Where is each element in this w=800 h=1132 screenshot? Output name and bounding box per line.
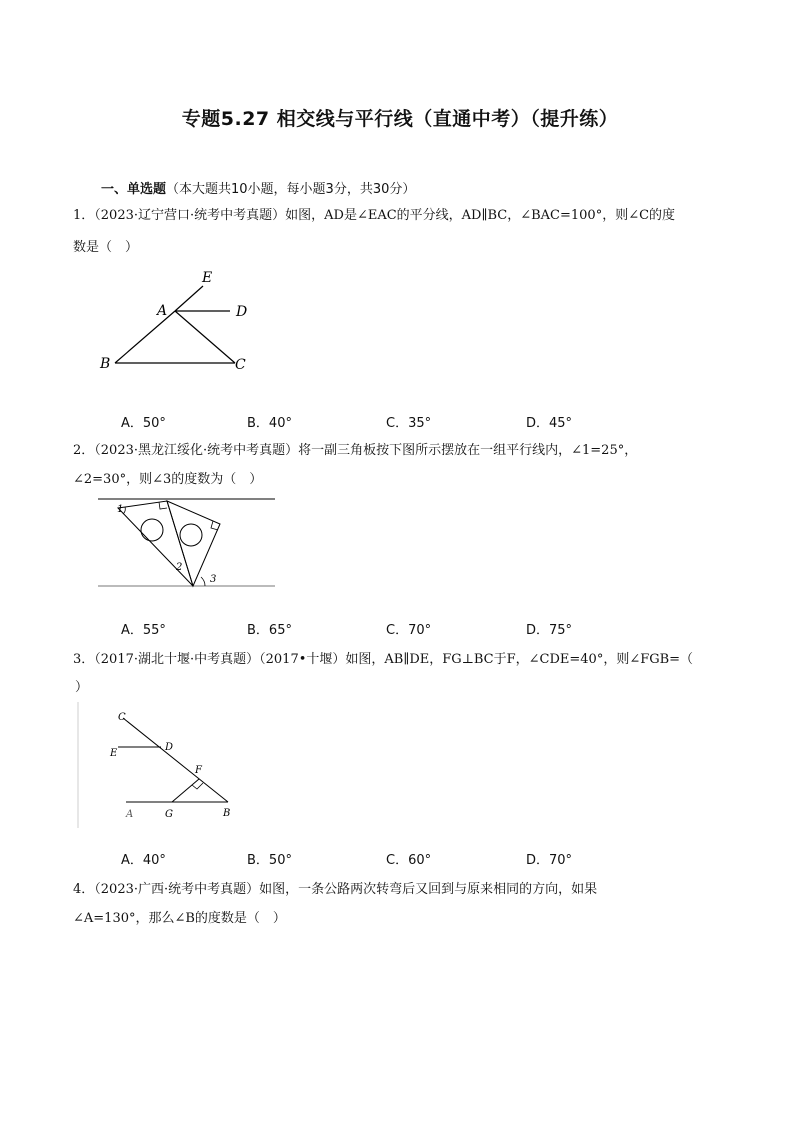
right-angle-mark-1 — [159, 502, 167, 509]
label-c: C — [118, 712, 126, 723]
angle-1-label: 1 — [117, 504, 124, 515]
label-a: A — [126, 809, 134, 820]
angle-3-arc — [201, 577, 205, 586]
q1-option-b[interactable]: B．40° — [247, 416, 292, 431]
section-heading — [101, 178, 415, 197]
question-3-line-1 — [73, 650, 693, 670]
question-3-figure — [76, 700, 246, 832]
q1-option-d[interactable]: D．45° — [526, 416, 573, 431]
question-1-line-1 — [73, 206, 675, 226]
label-g: G — [165, 809, 173, 820]
q1-option-c[interactable]: C．35° — [386, 416, 432, 431]
section-note: （本大题共10小题，每小题3分，共30分） — [166, 182, 416, 197]
segment-fg — [172, 779, 199, 802]
section-title: 一、单选题 — [101, 182, 167, 197]
question-1-number: 1． — [73, 208, 95, 223]
ray-ae — [175, 286, 203, 311]
label-d: D — [236, 304, 248, 320]
q3-option-a[interactable]: A．40° — [121, 853, 166, 868]
label-f: F — [195, 765, 202, 776]
question-1-text: （2023·辽宁营口·统考中考真题）如图，AD是∠EAC的平分线，AD∥BC，∠BAC=100°，则∠C的度 — [94, 208, 676, 223]
label-e: E — [202, 270, 213, 286]
label-d: D — [165, 742, 174, 753]
q2-option-c[interactable]: C．70° — [386, 623, 432, 638]
question-3-line-2: ） — [75, 680, 89, 695]
set-square-hole-1 — [141, 519, 163, 541]
question-4-text: （2023·广西·统考中考真题）如图，一条公路两次转弯后又回到与原来相同的方向，如果 — [94, 882, 598, 897]
q3-option-b[interactable]: B．50° — [247, 853, 292, 868]
question-4-line-2: ∠A=130°，那么∠B的度数是（ ） — [73, 911, 286, 926]
q3-option-c[interactable]: C．60° — [386, 853, 432, 868]
question-4-line-1 — [73, 880, 597, 900]
question-2-figure — [95, 492, 285, 592]
angle-3-label: 3 — [210, 574, 217, 585]
question-4-number: 4． — [73, 882, 95, 897]
q2-option-b[interactable]: B．65° — [247, 623, 292, 638]
segment-ac — [175, 311, 235, 363]
question-2-line-1 — [73, 441, 637, 461]
question-1-figure — [90, 264, 270, 379]
label-a: A — [157, 303, 168, 319]
q2-option-a[interactable]: A．55° — [121, 623, 166, 638]
label-c: C — [235, 357, 246, 373]
q2-option-d[interactable]: D．75° — [526, 623, 573, 638]
question-1-line-2: 数是（ ） — [73, 240, 139, 255]
q3-option-d[interactable]: D．70° — [526, 853, 573, 868]
question-2-text: （2023·黑龙江绥化·统考中考真题）将一副三角板按下图所示摆放在一组平行线内，∠1=25°， — [94, 443, 638, 458]
angle-2-label: 2 — [176, 562, 183, 573]
question-2-number: 2． — [73, 443, 95, 458]
page-title: 专题5.27 相交线与平行线（直通中考）（提升练） — [181, 108, 619, 130]
question-2-line-2: ∠2=30°，则∠3的度数为（ ） — [73, 472, 263, 487]
label-b: B — [100, 356, 111, 372]
set-square-45 — [118, 501, 193, 586]
set-square-hole-2 — [180, 524, 202, 546]
question-3-number: 3． — [73, 652, 95, 667]
label-e: E — [110, 748, 118, 759]
question-3-text: （2017·湖北十堰·中考真题）（2017•十堰）如图，AB∥DE，FG⊥BC于F，∠CDE=40°，则∠FGB=（ — [94, 652, 694, 667]
q1-option-a[interactable]: A．50° — [121, 416, 166, 431]
line-cb — [123, 718, 228, 802]
label-b: B — [223, 808, 231, 819]
